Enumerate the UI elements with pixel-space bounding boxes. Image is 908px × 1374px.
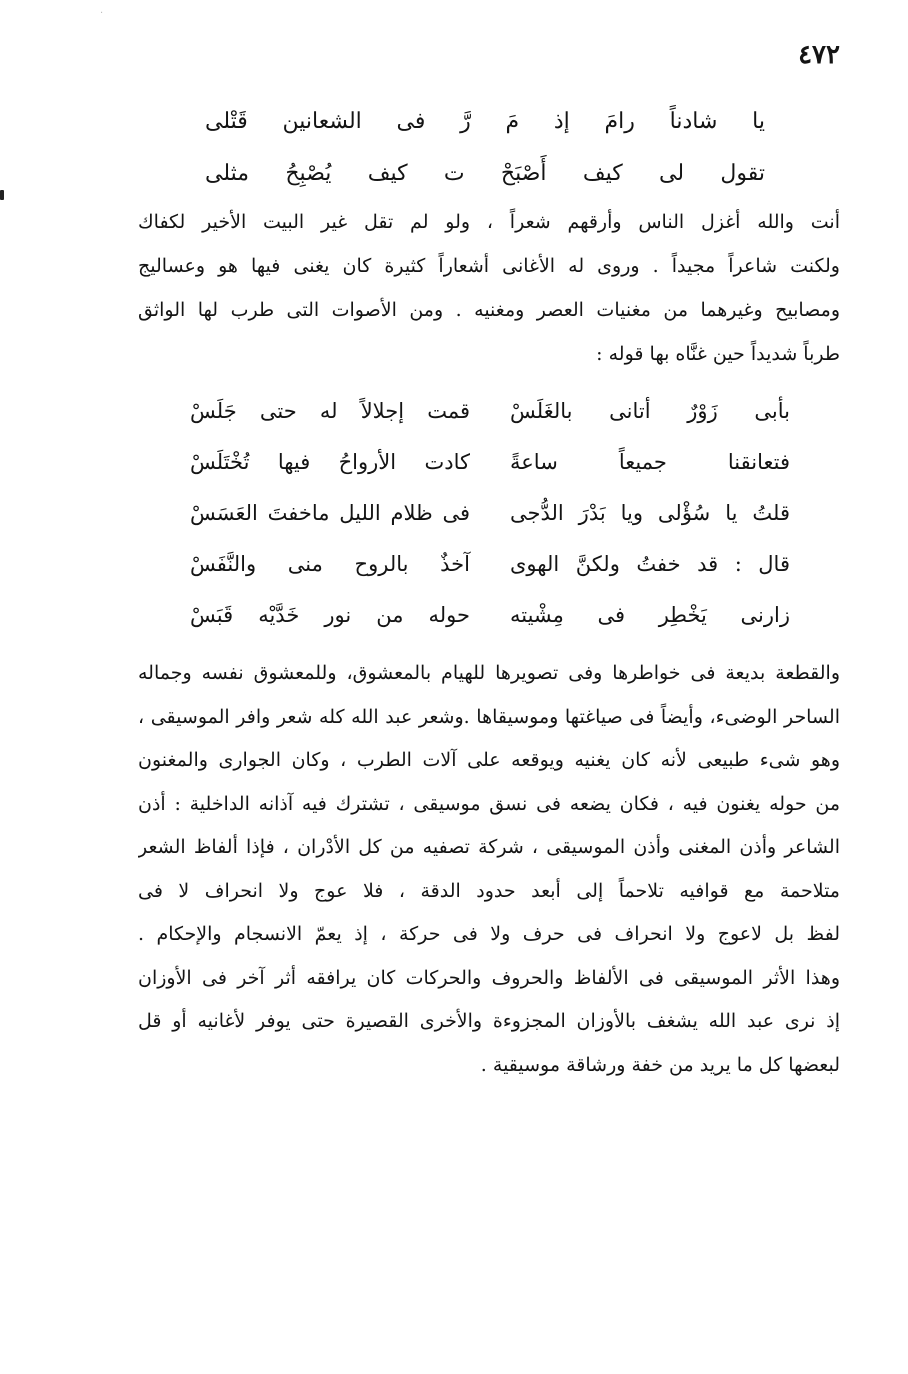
second-hemistich: فى ظلام الليل ماخفتَ العَسَسْ [190,501,470,525]
paragraph-line: لفظ بل لاعوج ولا انحراف فى حرف ولا فى حركة ، إذ يعمّ الانسجام والإحكام . [138,923,840,945]
paragraph-line: لبعضها كل ما يريد من خفة ورشاقة موسيقية . [480,1053,840,1076]
paragraph-line: طرباً شديداً حين غنَّاه بها قوله : [596,343,840,365]
page-number: ٤٧٢ [798,40,840,70]
verse-line: يا شادناً رامَ إذ مَ رَّ فى الشعانين قَتْلى [205,109,765,134]
first-hemistich: قال : قد خفتُ ولكنَّ الهوى [510,552,790,576]
paragraph-line: وهو شىء طبيعى لأنه كان يغنيه ويوقعه على آلات الطرب ، وكان الجوارى والمغنون [138,749,840,771]
second-hemistich: قمت إجلالاً له حتى جَلَسْ [190,399,470,423]
paragraph-line: الشاعر وأذن المغنى وأذن الموسيقى ، شركة تصفيه من كل الأدْران ، فإذا ألفاظ الشعر [138,836,840,858]
first-hemistich: فتعانقنا جميعاً ساعةً [510,450,790,474]
poem-verse [190,488,790,539]
paragraph-1 [138,200,840,376]
second-hemistich: حوله من نور خَدَّيْه قَبَسْ [190,603,470,627]
poem [190,386,790,641]
paragraph-line: ومصابيح وغيرهما من مغنيات العصر ومغنيه . ومن الأصوات التى طرب لها الواثق [138,299,840,321]
poem-verse [190,590,790,641]
paragraph-2 [138,652,840,1087]
paragraph-line: الساحر الوضىء، وأيضاً فى صياغتها وموسيقاها .وشعر عبد الله كله شعر وافر الموسيقى ، [138,705,840,728]
paragraph-line: وهذا الأثر الموسيقى فى الألفاظ والحروف والحركات كان يرافقه أثر آخر فى الأوزان [138,966,840,989]
opening-verse [205,96,765,200]
verse-line: تقول لى كيف أَصْبَحْ ت كيف يُصْبِحُ مثلى [205,161,765,186]
paragraph-line: من حوله يغنون فيه ، فكان يضعه فى نسق موسيقى ، تشترك فيه آذانه الداخلية : أذن [138,792,840,815]
paragraph-line: متلاحمة مع قوافيه تلاحماً إلى أبعد حدود الدقة ، فلا عوج ولا انحراف لا فى [138,879,840,902]
paragraph-line: ولكنت شاعراً مجيداً . وروى له الأغانى أشعاراً كثيرة كان يغنى فيها هو وعساليج [138,255,840,277]
second-hemistich: كادت الأرواحُ فيها تُخْتَلَسْ [190,450,470,474]
poem-verse [190,386,790,437]
poem-verse [190,437,790,488]
first-hemistich: بأبى زَوْرٌ أتانى بالغَلَسْ [510,399,790,423]
second-hemistich: آخذٌ بالروح منى والنَّفَسْ [190,552,470,576]
paragraph-line: إذ نرى عبد الله يشغف بالأوزان المجزوءة والأخرى القصيرة حتى يوفر لأغانيه أو قل [138,1010,840,1032]
first-hemistich: قلتُ يا سُؤْلى ويا بَدْرَ الدُّجى [510,501,790,525]
paragraph-line: أنت والله أغزل الناس وأرقهم شعراً ، ولو لم تقل غير البيت الأخير لكفاك [138,211,840,233]
first-hemistich: زارنى يَخْطِر فى مِشْيته [510,603,790,627]
poem-verse [190,539,790,590]
paragraph-line: والقطعة بديعة فى خواطرها وفى تصويرها للهيام بالمعشوق، وللمعشوق نفسه وجماله [138,662,840,684]
page-edge-mark [0,190,4,200]
scan-speck: · [100,8,104,19]
